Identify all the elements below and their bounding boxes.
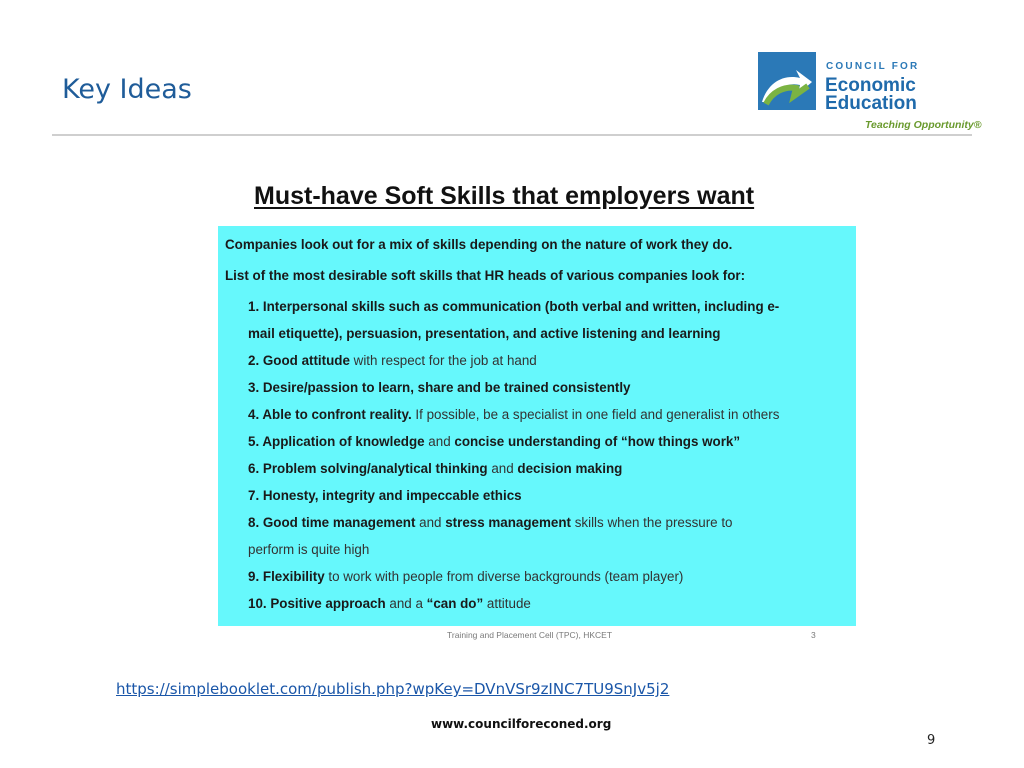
skill-item-8-rest: skills when the pressure to	[571, 515, 733, 530]
skill-item-8	[225, 509, 856, 536]
skills-box	[218, 226, 856, 626]
skill-item-4-rest: If possible, be a specialist in one field and generalist in others	[411, 407, 780, 422]
logo-tagline: Teaching Opportunity®	[865, 119, 982, 131]
skill-item-3: 3. Desire/passion to learn, share and be trained consistently	[248, 380, 631, 395]
page-number: 9	[927, 733, 936, 748]
logo-council-for: COUNCIL FOR	[826, 61, 920, 72]
skill-item-7: 7. Honesty, integrity and impeccable ethics	[248, 488, 522, 503]
skill-item-10-mid: and a	[385, 596, 427, 611]
skill-item-1b: mail etiquette), persuasion, presentation, and active listening and learning	[248, 326, 721, 341]
skill-item-9-rest: to work with people from diverse backgrounds (team player)	[324, 569, 684, 584]
skill-item-9-bold: 9. Flexibility	[248, 569, 325, 584]
skill-item-6-bold-2: decision making	[517, 461, 623, 476]
skill-item-10	[225, 590, 856, 617]
embedded-footer-page: 3	[811, 630, 816, 640]
skill-item-10-bold: 10. Positive approach	[248, 596, 386, 611]
intro-line-1: Companies look out for a mix of skills depending on the nature of work they do.	[225, 237, 733, 252]
council-logo	[758, 52, 982, 136]
skill-item-6-mid: and	[487, 461, 518, 476]
skill-item-8-bold-2: stress management	[445, 515, 571, 530]
skill-item-5-bold-2: concise understanding of “how things work”	[454, 434, 741, 449]
source-link[interactable]: https://simplebooklet.com/publish.php?wpKey=DVnVSr9zINC7TU9SnJv5j2	[116, 680, 670, 698]
embedded-heading: Must-have Soft Skills that employers want	[254, 182, 755, 210]
skill-item-10-rest: attitude	[483, 596, 531, 611]
skill-item-6	[225, 455, 856, 482]
skill-item-4-bold: 4. Able to confront reality.	[248, 407, 412, 422]
skill-item-2-bold: 2. Good attitude	[248, 353, 350, 368]
skill-item-5	[225, 428, 856, 455]
skill-item-2-rest: with respect for the job at hand	[349, 353, 537, 368]
intro-line-2: List of the most desirable soft skills that HR heads of various companies look for:	[225, 268, 746, 283]
skill-item-4	[225, 401, 856, 428]
slide-title: Key Ideas	[62, 74, 192, 105]
website-url: www.councilforeconed.org	[431, 717, 612, 731]
skill-item-9	[225, 563, 856, 590]
council-logo-mark-icon	[758, 52, 816, 110]
skill-item-5-bold-1: 5. Application of knowledge	[248, 434, 425, 449]
skill-item-8-mid: and	[415, 515, 446, 530]
skill-item-5-mid: and	[424, 434, 455, 449]
embedded-footer-text: Training and Placement Cell (TPC), HKCET	[447, 630, 613, 640]
skill-item-8-bold-1: 8. Good time management	[248, 515, 416, 530]
skill-item-10-bold-2: “can do”	[426, 596, 484, 611]
skill-item-1a: 1. Interpersonal skills such as communication (both verbal and written, including e-	[248, 299, 780, 314]
logo-economic: Economic	[825, 75, 916, 96]
skill-item-8b: perform is quite high	[248, 542, 370, 557]
skill-item-2	[225, 347, 856, 374]
logo-education: Education	[825, 93, 917, 114]
skill-item-6-bold-1: 6. Problem solving/analytical thinking	[248, 461, 488, 476]
